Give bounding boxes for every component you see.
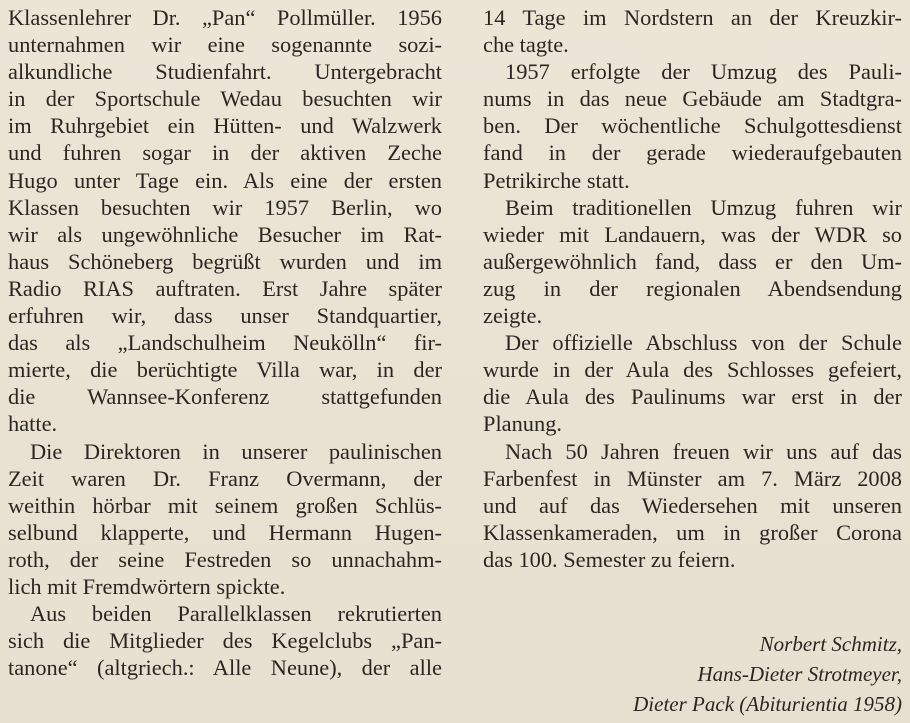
text-line: zeigte. xyxy=(483,303,543,329)
text-line: Die Direktoren in unserer paulinischen xyxy=(30,438,442,464)
text-line: Farbenfest in Münster am 7. März 2008 xyxy=(483,465,902,491)
text-line: 14 Tage im Nordstern an der Kreuzkir- xyxy=(483,5,902,30)
text-line: das als „Landschulheim Neukölln“ fir- xyxy=(8,330,442,356)
text-line: mierte, die berüchtigte Villa war, in der xyxy=(8,357,442,383)
text-line: erfuhren wir, dass unser Standquartier, xyxy=(8,303,442,329)
text-line: Klassenkameraden, um in großer Corona xyxy=(483,519,902,545)
text-line: die Wannsee-Konferenz stattgefunden xyxy=(8,384,442,410)
text-line: außergewöhnlich fand, dass er den Um- xyxy=(483,248,902,274)
text-line: hatte. xyxy=(8,411,58,437)
text-line: selbund klapperte, und Hermann Hugen- xyxy=(8,519,442,545)
text-line: Hugo unter Tage ein. Als eine der ersten xyxy=(8,167,442,193)
text-line: Radio RIAS auftraten. Erst Jahre später xyxy=(8,275,442,301)
text-line: wurde in der Aula des Schlosses gefeiert, xyxy=(483,357,902,383)
signature-author-3: Dieter Pack (Abiturientia 1958) xyxy=(633,692,902,716)
text-line: Petrikirche statt. xyxy=(483,167,630,193)
text-line: fand in der gerade wiederaufgebauten xyxy=(483,140,902,166)
text-line: haus Schöneberg begrüßt wurden und im xyxy=(8,248,442,274)
text-line: Klassen besuchten wir 1957 Berlin, wo xyxy=(8,194,442,220)
text-line: und auf das Wiedersehen mit unseren xyxy=(483,492,902,518)
text-line: die Aula des Paulinums war erst in der xyxy=(483,384,902,410)
text-line: und fuhren sogar in der aktiven Zeche xyxy=(8,140,442,166)
text-line: sich die Mitglieder des Kegelclubs „Pan- xyxy=(8,628,442,654)
text-line: Planung. xyxy=(483,411,562,437)
text-line: in der Sportschule Wedau besuchten wir xyxy=(8,86,442,112)
text-line: 1957 erfolgte der Umzug des Pauli- xyxy=(505,59,902,85)
text-line: ben. Der wöchentliche Schulgottesdienst xyxy=(483,113,902,139)
text-line: roth, der seine Festreden so unnachahm- xyxy=(8,546,442,572)
text-line: lich mit Fremdwörtern spickte. xyxy=(8,573,286,599)
text-line: Der offizielle Abschluss von der Schule xyxy=(505,330,902,356)
text-line: Klassenlehrer Dr. „Pan“ Pollmüller. 1956 xyxy=(8,5,442,30)
text-line: tanone“ (altgriech.: Alle Neune), der alle xyxy=(8,655,442,681)
text-line: Zeit waren Dr. Franz Overmann, der xyxy=(8,465,442,491)
signature-block xyxy=(633,629,902,719)
text-line: zug in der regionalen Abendsendung xyxy=(483,275,902,301)
text-column-right xyxy=(483,4,902,573)
text-line: wieder mit Landauern, was der WDR so xyxy=(483,221,902,247)
text-line: wir als ungewöhnliche Besucher im Rat- xyxy=(8,221,442,247)
text-line: im Ruhrgebiet ein Hütten- und Walzwerk xyxy=(8,113,442,139)
text-column-left xyxy=(8,4,442,681)
text-line: alkundliche Studienfahrt. Untergebracht xyxy=(8,59,442,85)
signature-author-1: Norbert Schmitz, xyxy=(759,632,902,656)
text-line: unternahmen wir eine sogenannte sozi- xyxy=(8,32,442,58)
text-line: weithin hörbar mit seinem großen Schlüs- xyxy=(8,492,442,518)
text-line: Beim traditionellen Umzug fuhren wir xyxy=(505,194,902,220)
text-line: Aus beiden Parallelklassen rekrutierten xyxy=(30,601,442,627)
signature-author-2: Hans-Dieter Strotmeyer, xyxy=(697,662,902,686)
text-line: das 100. Semester zu feiern. xyxy=(483,546,736,572)
text-line: Nach 50 Jahren freuen wir uns auf das xyxy=(505,438,902,464)
text-line: nums in das neue Gebäude am Stadtgra- xyxy=(483,86,902,112)
text-line: che tagte. xyxy=(483,32,569,58)
